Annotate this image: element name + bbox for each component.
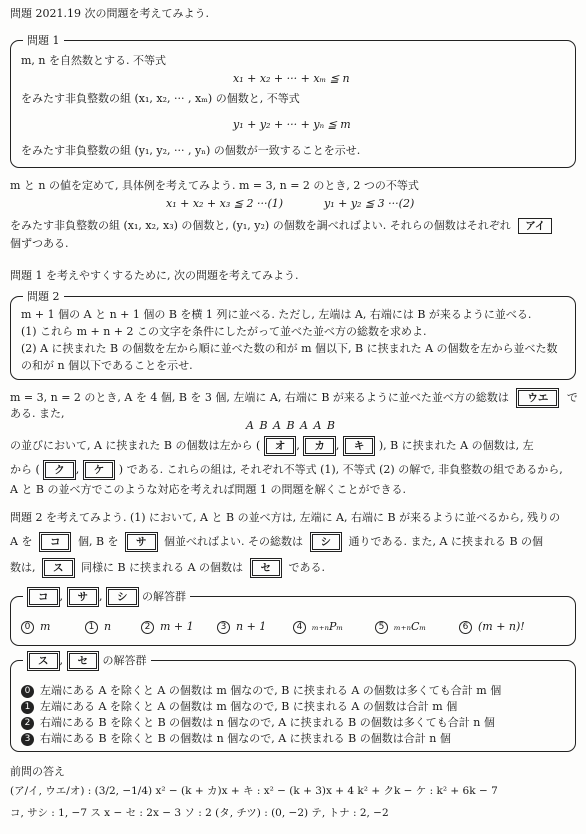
choice-text: (m + n)!: [478, 620, 525, 633]
choice-text: ₘ₊ₙCₘ: [394, 620, 427, 633]
page-title: 問題 2021.19 次の問題を考えてみよう.: [10, 7, 209, 20]
choice-number-icon: 4: [293, 621, 306, 634]
para4-text: 数は,: [10, 561, 36, 574]
para4-line: [10, 558, 325, 578]
choices1-box: [10, 590, 576, 646]
para3-text: ) である. これらの組は, それぞれ不等式 (1), 不等式 (2) の解で, 非負整数の組であるから,: [118, 463, 563, 476]
intro-line: [10, 218, 552, 234]
para3-text: m = 3, n = 2 のとき, A を 4 個, B を 3 個, 左端に A, 右端に B が来るように並べた並べ方の総数は: [10, 391, 509, 404]
answer-box-ki[interactable]: キ: [343, 436, 376, 456]
choice-number-icon: 5: [375, 621, 388, 634]
choice-option[interactable]: [293, 619, 343, 635]
para3-line: [10, 388, 578, 408]
choices1-box-sa: サ: [67, 587, 100, 607]
problem2-line: (2) A に挟まれた B の個数を左から順に並べた数の和が m 個以下, B に挟まれた A の個数を左から並べた数: [21, 342, 558, 355]
choice-number-icon: 6: [459, 621, 472, 634]
choice-number-icon: 1: [21, 701, 34, 714]
choices1-header: コ , サ , シ の解答群: [23, 587, 190, 607]
problem1-ineq-x: x₁ + x₂ + ··· + xₘ ≦ n: [233, 72, 350, 85]
para4-text: 通りである. また, A に挟まれる B の個: [348, 535, 544, 548]
choice-option[interactable]: [375, 619, 426, 635]
para4-text: A を: [10, 535, 33, 548]
para4-text: 同様に B に挟まれる A の個数は: [81, 561, 244, 574]
inequality-1: x₁ + x₂ + x₃ ≦ 2 ···(1): [166, 197, 284, 210]
answer-box-ke[interactable]: ケ: [83, 460, 116, 480]
choices1-box-ko: コ: [27, 587, 60, 607]
problem1-ineq-y: y₁ + y₂ + ··· + yₙ ≦ m: [233, 118, 351, 131]
choice-text: m + 1: [160, 620, 194, 633]
answer-box-shi[interactable]: シ: [310, 532, 343, 552]
answer-box-o[interactable]: オ: [264, 436, 297, 456]
answer-box-ku[interactable]: ク: [43, 460, 76, 480]
answer-box-ka[interactable]: カ: [303, 436, 336, 456]
para3-text: で: [566, 391, 578, 404]
choice-text: n: [104, 620, 112, 633]
problem1-line: m, n を自然数とする. 不等式: [21, 54, 166, 67]
choices1-header-text: の解答群: [142, 590, 186, 603]
answer-box-ai[interactable]: アイ: [518, 218, 552, 234]
answer-box-sa[interactable]: サ: [125, 532, 158, 552]
answer-box-ue[interactable]: ウエ: [516, 388, 559, 408]
choice-number-icon: 3: [21, 733, 34, 746]
choice-text: m: [40, 620, 51, 633]
problem1-line: をみたす非負整数の組 (x₁, x₂, ··· , xₘ) の個数と, 不等式: [21, 92, 300, 105]
problem2-label: 問題 2: [23, 289, 64, 305]
intro-line: 個ずつある.: [10, 237, 69, 250]
choices2-box-se: セ: [67, 651, 100, 671]
answer-box-su[interactable]: ス: [42, 558, 75, 578]
para3-text: から (: [10, 463, 40, 476]
choice-text: 左端にある A を除くと A の個数は m 個なので, B に挟まれる A の個数は多くても合計 m 個: [40, 684, 502, 697]
para3-line: A と B の並べ方でこのような対応を考えれば問題 1 の問題を解くことができる.: [10, 483, 407, 496]
choice-number-icon: 2: [21, 717, 34, 730]
problem2-line: (1) これら m + n + 2 この文字を条件にしたがって並べた並べ方の総数を求めよ.: [21, 325, 427, 338]
choices2-header: ス , セ の解答群: [23, 651, 151, 671]
prev-answers-line: コ, サシ : 1, −7 ス x − セ : 2x − 3 ソ : 2 (タ, チツ) : (0, −2) テ, トナ : 2, −2: [10, 807, 389, 819]
para3-line: の並びにおいて, A に挟まれた B の個数は左から ( オ , カ , キ ), B に挟まれた A の個数は, 左: [10, 436, 534, 456]
prev-answers-line: (ア/イ, ウエ/オ) : (3/2, −1/4) x² − (k + カ)x + キ : x² − (k + 3)x + 4 k² + クk − ケ : k² + 6k − 7: [10, 785, 498, 797]
problem1-line: をみたす非負整数の組 (y₁, y₂, ··· , yₙ) の個数が一致することを示せ.: [21, 144, 361, 157]
choices2-box: [10, 654, 576, 752]
choices2-header-text: の解答群: [102, 654, 147, 667]
letter-sequence: A B A B A A B: [246, 419, 337, 432]
para4-text: 個, B を: [77, 535, 119, 548]
choice-option[interactable]: [21, 715, 495, 731]
choice-number-icon: 0: [21, 685, 34, 698]
intro-text: をみたす非負整数の組 (x₁, x₂, x₃) の個数と, (y₁, y₂) の個数を調べればよい. それらの個数はそれぞれ: [10, 219, 511, 232]
problem2-box: [10, 290, 576, 380]
choice-option[interactable]: [217, 619, 266, 635]
choice-number-icon: 3: [217, 621, 230, 634]
choice-number-icon: 0: [21, 621, 34, 634]
choice-number-icon: 2: [141, 621, 154, 634]
choice-text: 右端にある B を除くと B の個数は n 個なので, A に挟まれる B の個数は多くても合計 n 個: [40, 716, 495, 729]
choice-option[interactable]: [21, 619, 50, 635]
choice-text: 右端にある B を除くと B の個数は n 個なので, A に挟まれる B の個数は合計 n 個: [40, 732, 451, 745]
para3-text: ), B に挟まれた A の個数は, 左: [378, 439, 534, 452]
choice-option[interactable]: [21, 683, 501, 699]
choice-option[interactable]: [21, 731, 451, 747]
para3-line: から ( ク , ケ ) である. これらの組は, それぞれ不等式 (1), 不等式 (2) の解で, 非負整数の組であるから,: [10, 460, 563, 480]
inequality-2: y₁ + y₂ ≦ 3 ···(2): [324, 197, 415, 210]
choice-option[interactable]: [459, 619, 525, 635]
choice-option[interactable]: [21, 699, 457, 715]
choice-option[interactable]: [141, 619, 194, 635]
prev-answers-title: 前問の答え: [10, 765, 65, 778]
para4-line: 問題 2 を考えてみよう. (1) において, A と B の並べ方は, 左端に A, 右端に B が来るように並べるから, 残りの: [10, 511, 561, 524]
problem1-label: 問題 1: [23, 33, 64, 49]
intro-line: m と n の値を定めて, 具体例を考えてみよう. m = 3, n = 2 のとき, 2 つの不等式: [10, 179, 419, 192]
para3-line: ある. また,: [10, 407, 65, 420]
choice-text: 左端にある A を除くと A の個数は m 個なので, B に挟まれる A の個数は合計 m 個: [40, 700, 458, 713]
choices2-box-su: ス: [27, 651, 60, 671]
choice-number-icon: 1: [85, 621, 98, 634]
choice-option[interactable]: [85, 619, 111, 635]
problem2-line: m + 1 個の A と n + 1 個の B を横 1 列に並べる. ただし, 左端は A, 右端には B が来るように並べる.: [21, 308, 532, 321]
answer-box-ko[interactable]: コ: [39, 532, 72, 552]
para4-text: 個並べればよい. その総数は: [164, 535, 304, 548]
choices1-box-shi: シ: [106, 587, 139, 607]
para3-text: の並びにおいて, A に挟まれた B の個数は左から (: [10, 439, 261, 452]
choice-text: ₘ₊ₙPₘ: [312, 620, 344, 633]
answer-box-se[interactable]: セ: [250, 558, 283, 578]
problem1-box: [10, 34, 576, 168]
problem2-line: の和が n 個以下であることを示せ.: [21, 359, 193, 372]
lead-problem2: 問題 1 を考えやすくするために, 次の問題を考えてみよう.: [10, 269, 299, 282]
para4-line: [10, 532, 543, 552]
para4-text: である.: [288, 561, 326, 574]
choice-text: n + 1: [236, 620, 267, 633]
